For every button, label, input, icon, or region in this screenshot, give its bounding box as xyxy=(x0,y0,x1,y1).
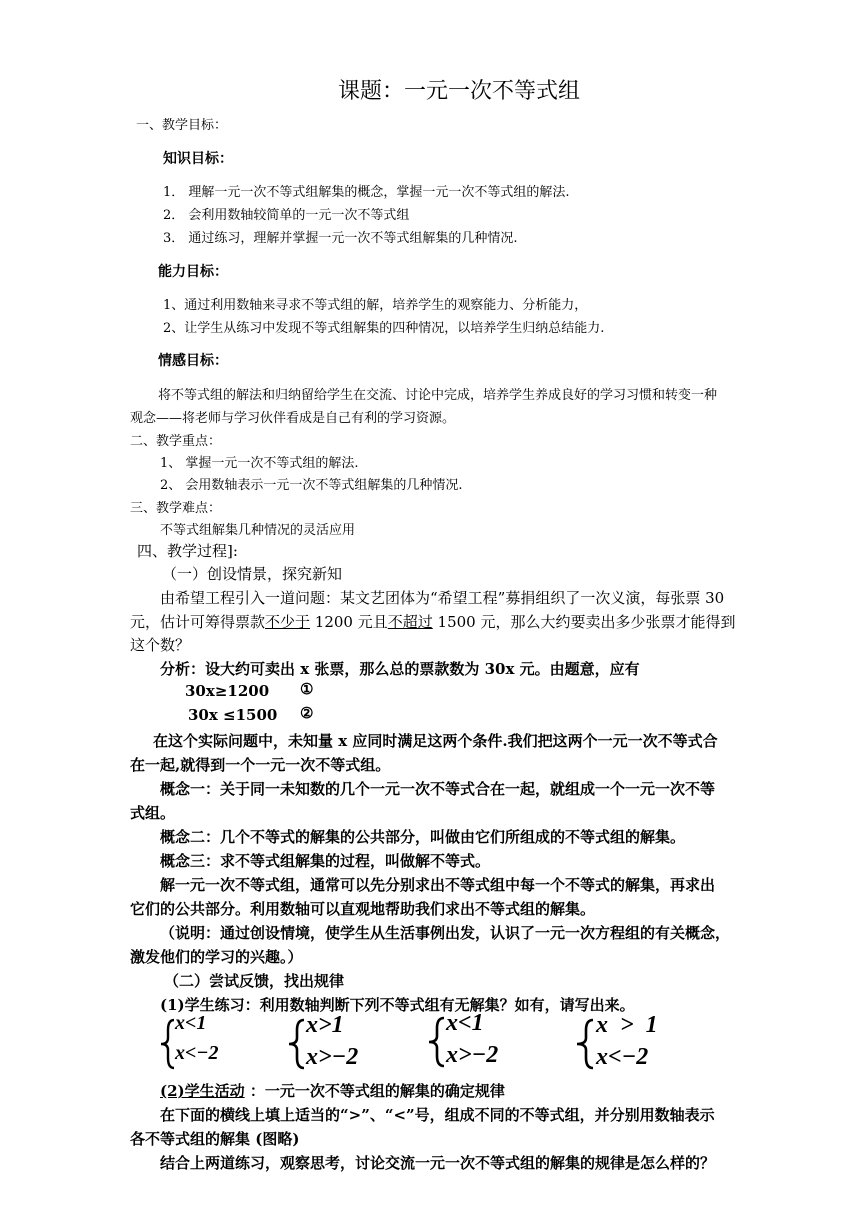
left-brace-icon xyxy=(286,1012,308,1076)
knowledge-item-3: 3． 通过练习，理解并掌握一元一次不等式组解集的几种情况. xyxy=(163,231,518,246)
page-title: 课题：一元一次不等式组 xyxy=(338,79,581,104)
concept-1-line-1: 概念一：关于同一未知数的几个一元一次不等式合在一起，就组成一个一元一次不等 xyxy=(160,780,716,798)
left-brace-icon xyxy=(426,1010,448,1074)
emotion-heading: 情感目标： xyxy=(158,353,228,369)
paragraph-4-line-2: 各不等式组的解集 (图略) xyxy=(130,1130,300,1148)
problem-line-1: 由希望工程引入一道问题：某文艺团体为“希望工程”募捐组织了一次义演，每张票 30 xyxy=(160,589,725,607)
problem-line-2-end: 1500 元，那么大约要卖出多少张票才能得到 xyxy=(432,613,736,631)
difficulty-item: 不等式组解集几种情况的灵活应用 xyxy=(160,523,356,538)
exercise-2-text: ：一元一次不等式组的解集的确定规律 xyxy=(244,1082,505,1100)
problem-line-2-start: 元，估计可筹得票款 xyxy=(130,613,266,631)
knowledge-item-2: 2． 会利用数轴较简单的一元一次不等式组 xyxy=(163,208,410,223)
inequality-1-marker: ① xyxy=(300,680,314,698)
concept-1-line-2: 式组。 xyxy=(130,804,176,822)
inequality-system-1 xyxy=(158,1012,258,1076)
focus-item-2: 2、 会用数轴表示一元一次不等式组解集的几种情况. xyxy=(160,478,463,493)
problem-line-3: 这个数？ xyxy=(130,636,191,654)
emotion-line-1: 将不等式组的解法和归纳留给学生在交流、讨论中完成，培养学生养成良好的学习习惯和转变一种 xyxy=(158,388,718,403)
underline-not-less-than: 不少于 xyxy=(265,613,311,631)
inequality-system-2 xyxy=(286,1012,406,1076)
analysis-line: 分析：设大约可卖出 x 张票，那么总的票款数为 30x 元。由题意，应有 xyxy=(160,660,640,678)
ability-heading: 能力目标： xyxy=(158,264,228,280)
inequality-2: 30x ≤1500 xyxy=(188,706,278,724)
problem-line-2-mid: 1200 元且 xyxy=(310,613,388,631)
system-3-top: x<1 xyxy=(446,1010,484,1036)
system-3-bottom: x>−2 xyxy=(446,1042,499,1068)
paragraph-3-line-2: 它们的公共部分。利用数轴可以直观地帮助我们求出不等式组的解集。 xyxy=(130,900,596,918)
section-3-heading: 三、教学难点： xyxy=(130,501,222,516)
system-4-top: x > 1 xyxy=(596,1012,658,1038)
knowledge-item-1: 1． 理解一元一次不等式组解集的概念，掌握一元一次不等式组的解法. xyxy=(163,185,570,200)
left-brace-icon xyxy=(574,1012,598,1076)
knowledge-heading: 知识目标： xyxy=(163,151,233,167)
inequality-system-3 xyxy=(426,1010,546,1074)
paragraph-2-line-2: 在一起,就得到一个一元一次不等式组。 xyxy=(130,756,391,774)
section-2-heading: 二、教学重点： xyxy=(130,434,222,449)
emotion-line-2: 观念——将老师与学习伙伴看成是自己有利的学习资源。 xyxy=(130,411,456,426)
inequality-2-marker: ② xyxy=(300,704,314,722)
inequality-1: 30x≥1200 xyxy=(185,682,270,700)
concept-2: 概念二：几个不等式的解集的公共部分，叫做由它们所组成的不等式组的解集。 xyxy=(160,828,686,846)
section-4-heading: 四、教学过程]: xyxy=(137,542,238,560)
focus-item-1: 1、 掌握一元一次不等式组的解法. xyxy=(160,456,359,471)
ability-item-1: 1、通过利用数轴来寻求不等式组的解，培养学生的观察能力、分析能力， xyxy=(163,298,588,313)
exercise-1: (1)学生练习：利用数轴判断下列不等式组有无解集？如有，请写出来。 xyxy=(160,996,635,1014)
paragraph-2-line-1: 在这个实际问题中，未知量 x 应同时满足这两个条件.我们把这两个一元一次不等式合 xyxy=(153,732,718,750)
note-line-2: 激发他们的学习的兴趣。） xyxy=(130,948,303,966)
subsection-1: （一）创设情景，探究新知 xyxy=(162,565,343,583)
ability-item-2: 2、让学生从练习中发现不等式组解集的四种情况，以培养学生归纳总结能力. xyxy=(163,321,605,336)
concept-3: 概念三：求不等式组解集的过程，叫做解不等式。 xyxy=(160,852,491,870)
system-2-top: x>1 xyxy=(306,1012,344,1038)
system-1-bottom: x<−2 xyxy=(175,1042,219,1064)
subsection-2: （二）尝试反馈，找出规律 xyxy=(164,972,345,990)
problem-line-2 xyxy=(130,611,735,632)
inequality-system-4 xyxy=(574,1012,704,1076)
section-1-heading: 一、教学目标： xyxy=(136,118,228,133)
system-1-top: x<1 xyxy=(175,1012,207,1034)
note-line-1: （说明：通过创设情境，使学生从生活事例出发，认识了一元一次方程组的有关概念， xyxy=(160,924,731,942)
paragraph-3-line-1: 解一元一次不等式组，通常可以先分别求出不等式组中每一个不等式的解集，再求出 xyxy=(160,876,716,894)
exercise-2-label: (2)学生活动 xyxy=(160,1082,245,1100)
exercise-2 xyxy=(160,1080,505,1101)
paragraph-4-line-1: 在下面的横线上填上适当的“>”、“<”号，组成不同的不等式组，并分别用数轴表示 xyxy=(160,1106,715,1124)
system-2-bottom: x>−2 xyxy=(306,1044,359,1070)
system-4-bottom: x<−2 xyxy=(596,1044,649,1070)
paragraph-5: 结合上两道练习，观察思考，讨论交流一元一次不等式组的解集的规律是怎么样的？ xyxy=(160,1154,716,1172)
underline-not-exceed: 不超过 xyxy=(387,613,433,631)
